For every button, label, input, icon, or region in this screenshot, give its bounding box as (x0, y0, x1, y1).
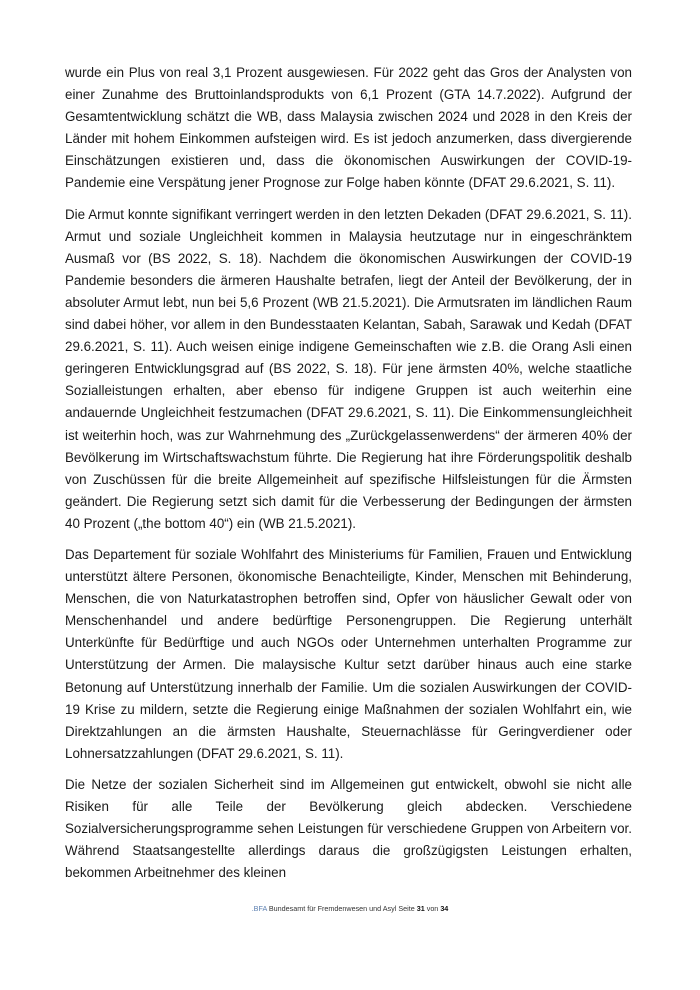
footer-page-label: Seite (398, 904, 415, 913)
document-page (65, 62, 632, 893)
page-footer (0, 904, 700, 913)
footer-page-of: von (426, 904, 439, 913)
paragraph-economic-growth: wurde ein Plus von real 3,1 Prozent ausgewiesen. Für 2022 geht das Gros der Analysten von einer Zunahme des Bruttoinlandsprodukts von 6,1 Prozent (GTA 14.7.2022). Aufgrund der Gesamtentwicklung schätzt die WB, dass Malaysia zwischen 2024 und 2028 in den Kreis der Länder mit hohem Einkommen aufsteigen wird. Es ist jedoch anzumerken, dass divergierende Einschätzungen existieren und, dass die ökonomischen Auswirkungen der COVID-19-Pandemie eine Verspätung jener Prognose zur Folge haben könnte (DFAT 29.6.2021, S. 11). (65, 65, 632, 191)
paragraph-poverty: Die Armut konnte signifikant verringert werden in den letzten Dekaden (DFAT 29.6.2021, S. 11). Armut und soziale Ungleichheit kommen in Malaysia heutzutage nur in eingeschränktem Ausmaß vor (BS 2022, S. 18). Nachdem die ökonomischen Auswirkungen der COVID-19 Pandemie besonders die ärmeren Haushalte betrafen, liegt der Anteil der Bevölkerung, der in absoluter Armut lebt, nun bei 5,6 Prozent (WB 21.5.2021). Die Armutsraten im ländlichen Raum sind dabei höher, vor allem in den Bundesstaaten Kelantan, Sabah, Sarawak und Kedah (DFAT 29.6.2021, S. 11). Auch weisen einige indigene Gemeinschaften wie z.B. die Orang Asli einen geringeren Entwicklungsgrad auf (BS 2022, S. 18). Für jene ärmsten 40%, welche staatliche Sozialleistungen erhalten, aber ebenso für indigene Gruppen ist auch weiterhin eine andauernde Ungleichheit festzumachen (DFAT 29.6.2021, S. 11). Die Einkommensungleichheit ist weiterhin hoch, was zur Wahrnehmung des „Zurückgelassenwerdens“ der ärmeren 40% der Bevölkerung im Wirtschaftswachstum führte. Die Regierung hat ihre Förderungspolitik deshalb von Zuschüssen für die breite Allgemeinheit auf spezifische Hilfsleistungen für die Ärmsten geändert. Die Regierung setzt sich damit für die Verbesserung der Bedingungen der ärmsten 40 Prozent („the bottom 40“) ein (WB 21.5.2021). (65, 206, 632, 531)
paragraph-social-safety-nets: Die Netze der sozialen Sicherheit sind im Allgemeinen gut entwickelt, obwohl sie nicht alle Risiken für alle Teile der Bevölkerung gleich abdecken. Verschiedene Sozialversicherungsprogramme sehen Leistungen für verschiedene Gruppen von Arbeitern vor. Während Staatsangestellte allerdings daraus die großzügigsten Leistungen erhalten, bekommen Arbeitnehmer des kleinen (65, 776, 632, 881)
footer-organization: Bundesamt für Fremdenwesen und Asyl (268, 904, 397, 913)
paragraph-social-welfare-department: Das Departement für soziale Wohlfahrt des Ministeriums für Familien, Frauen und Entwicklung unterstützt ältere Personen, ökonomische Benachteiligte, Kinder, Menschen mit Behinderung, Menschen, die von Naturkatastrophen betroffen sind, Opfer von häuslicher Gewalt oder von Menschenhandel und andere bedürftige Personengruppen. Die Regierung unterhält Unterkünfte für Bedürftige und auch NGOs oder Unternehmen unterhalten Programme zur Unterstützung der Armen. Die malaysische Kultur setzt darüber hinaus auch eine starke Betonung auf Unterstützung innerhalb der Familie. Um die sozialen Auswirkungen der COVID-19 Krise zu mildern, setzte die Regierung einige Maßnahmen der sozialen Wohlfahrt ein, wie Direktzahlungen an die ärmsten Haushalte, Steuernachlässe für Geringverdiener oder Lohnersatzzahlungen (DFAT 29.6.2021, S. 11). (65, 546, 632, 761)
bfa-logo: .BFA (251, 904, 267, 913)
footer-page-total: 34 (440, 904, 449, 913)
footer-page-current: 31 (416, 904, 425, 913)
